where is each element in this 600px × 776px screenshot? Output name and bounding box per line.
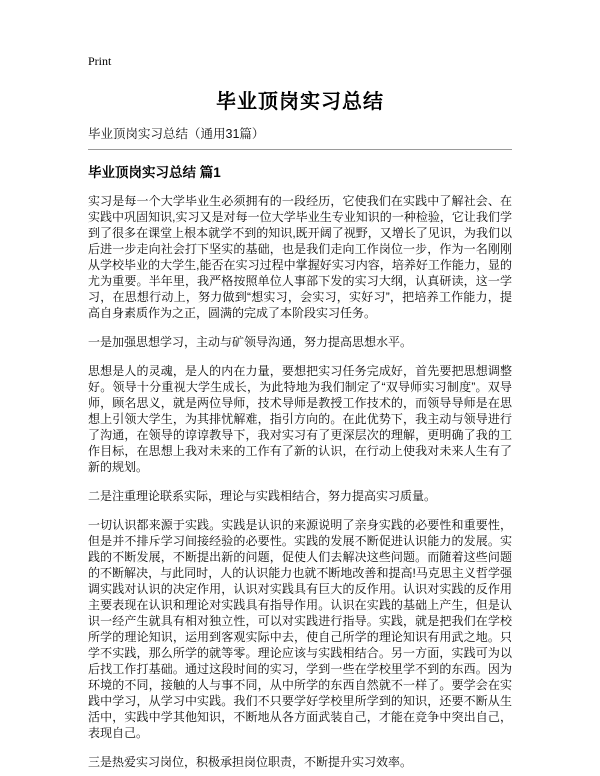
print-link[interactable]: Print (88, 54, 112, 68)
paragraph-5: 一切认识都来源于实践。实践是认识的来源说明了亲身实践的必要性和重要性，但是并不排斥学习间接经验的必要性。实践的发展不断促进认识能力的发展。实践的不断发展，不断提出新的问题，促使人们去解决这些问题。而随着这些问题的不断解决，与此同时，人的认识能力也就不断地改善和提高!马克思主义哲学强调实践对认识的决定作用，认识对实践具有巨大的反作用。认识对实践的反作用主要表现在认识和理论对实践具有指导作用。认识在实践的基础上产生，但是认识一经产生就具有相对独立性，可以对实践进行指导。实践，就是把我们在学校所学的理论知识，运用到客观实际中去，使自己所学的理论知识有用武之地。只学不实践，那么所学的就等零。理论应该与实践相结合。另一方面，实践可为以后找工作打基础。通过这段时间的实习，学到一些在学校里学不到的东西。因为环境的不同，接触的人与事不同，从中所学的东西自然就不一样了。要学会在实践中学习，从学习中实践。我们不只要学好学校里所学到的知识，还要不断从生活中，实践中学其他知识，不断地从各方面武装自己，才能在竞争中突出自己，表现自己。 (88, 518, 512, 740)
paragraph-6-subhead: 三是热爱实习岗位，积极承担岗位职责，不断提升实习效率。 (88, 755, 413, 769)
paragraph-3: 思想是人的灵魂，是人的内在力量，要想把实习任务完成好，首先要把思想调整好。领导十分重视大学生成长，为此特地为我们制定了“双导师实习制度”。双导师，顾名思义，就是两位导师，技术导师是教授工作技术的，而领导导师是在思想上引领大学生，为其排忧解难，指引方向的。在此优势下，我主动与领导进行了沟通，在领导的谆谆教导下，我对实习有了更深层次的理解，更明确了我的工作目标，在思想上我对未来的工作有了新的认识，在行动上使我对未来人生有了新的规划。 (88, 364, 512, 474)
page-title: 毕业顶岗实习总结 (216, 91, 384, 113)
paragraph-2-subhead: 一是加强思想学习，主动与矿领导沟通，努力提高思想水平。 (88, 335, 413, 349)
paragraph-4-subhead: 二是注重理论联系实际，理论与实践相结合，努力提高实习质量。 (88, 489, 437, 503)
print-row (88, 52, 512, 90)
section-heading: 毕业顶岗实习总结 篇1 (88, 165, 221, 180)
paragraph-1: 实习是每一个大学毕业生必须拥有的一段经历，它使我们在实践中了解社会、在实践中巩固知识,实习又是对每一位大学毕业生专业知识的一种检验，它让我们学到了很多在课堂上根本就学不到的知识,既开阔了视野，又增长了见识，为我们以后进一步走向社会打下坚实的基础，也是我们走向工作岗位一步，作为一名刚刚从学校毕业的大学生,能否在实习过程中掌握好实习内容，培养好工作能力，显的尤为重要。半年里，我严格按照单位人事部下发的实习大纲，认真研读，这一学习，在思想行动上，努力做到“想实习，会实习，实好习”，把培养工作能力，提高自身素质作为之正，圆满的完成了本阶段实习任务。 (88, 194, 512, 320)
doc-subtitle: 毕业顶岗实习总结（通用31篇） (88, 127, 512, 150)
